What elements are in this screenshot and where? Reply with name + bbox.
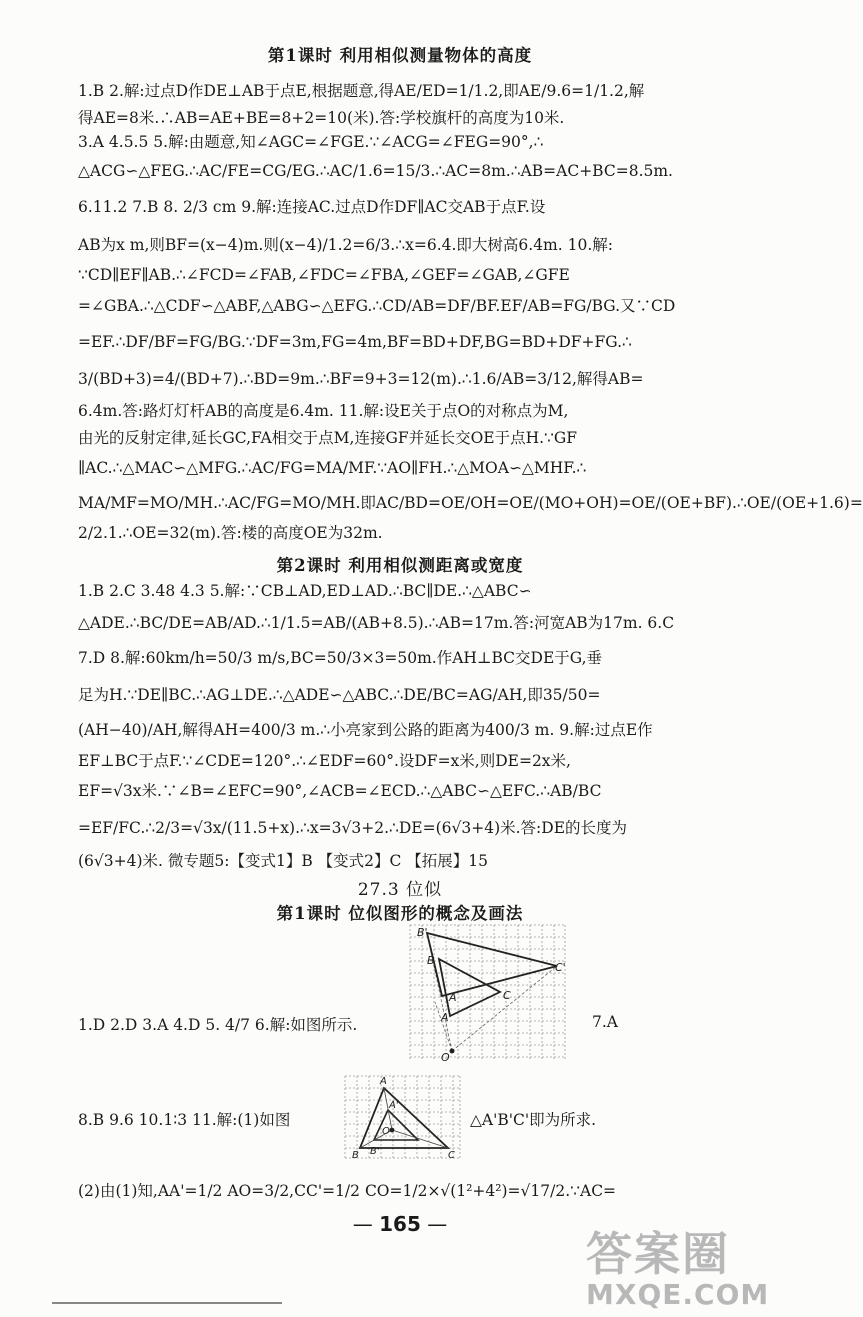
label: O [441,1051,450,1064]
section3-heading: 27.3 位似 [357,880,443,900]
text-line: △ADE.∴BC/DE=AB/AD.∴1/1.5=AB/(AB+8.5).∴AB=17m.答:河宽AB为17m. 6.C [78,614,675,632]
triangle-enlarged [427,933,557,996]
center-point [450,1049,455,1054]
watermark-cn: 答案圈 [586,1227,730,1281]
text-line: MA/MF=MO/MH.∴AC/FG=MO/MH.即AC/BD=OE/OH=OE/(MO+OH)=OE/(OE+BF).∴OE/(OE+1.6)= [78,494,863,512]
text-line: 足为H.∵DE∥BC.∴AG⊥DE.∴△ADE∽△ABC.∴DE/BC=AG/AH,即35/50= [78,686,601,704]
text-line: (AH−40)/AH,解得AH=400/3 m.∴小亮家到公路的距离为400/3 m. 9.解:过点E作 [78,721,653,739]
text-line: 3.A 4.5.5 5.解:由题意,知∠AGC=∠FGE.∵∠ACG=∠FEG=90°,∴ [78,133,544,151]
label: C [503,989,511,1002]
projection-lines [360,1088,448,1148]
watermark-en: MXQE.COM [586,1278,770,1311]
section2-title: 第2课时 利用相似测距离或宽度 [276,556,524,575]
text-line: 2/2.1.∴OE=32(m).答:楼的高度OE为32m. [78,524,383,542]
text-line: ∥AC.∴△MAC∽△MFG.∴AC/FG=MA/MF.∵AO∥FH.∴△MOA∽△MHF.∴ [78,459,587,477]
triangle-original [439,959,500,1016]
text-line: (2)由(1)知,AA'=1/2 AO=3/2,CC'=1/2 CO=1/2×√(1²+4²)=√17/2.∵AC= [78,1182,617,1200]
text-line: 1.B 2.C 3.48 4.3 5.解:∵CB⊥AD,ED⊥AD.∴BC∥DE.∴△ABC∽ [78,582,532,600]
answers-line-2: 8.B 9.6 10.1∶3 11.解:(1)如图 [78,1111,291,1129]
label: C [448,1150,455,1161]
section3-title: 第1课时 位似图形的概念及画法 [276,904,524,923]
watermark-logo [586,1218,776,1311]
page-number-value: 165 [379,1212,421,1236]
text-line: 6.11.2 7.B 8. 2/3 cm 9.解:连接AC.过点D作DF∥AC交AB于点F.设 [78,198,546,216]
center-point [390,1128,395,1133]
text-line: (6√3+4)米. 微专题5:【变式1】B 【变式2】C 【拓展】15 [78,852,489,870]
label: C' [555,961,566,974]
label: A' [389,1100,399,1111]
divider [52,1302,282,1304]
grid [410,925,565,1060]
label: B [427,954,435,967]
label: B' [370,1146,380,1157]
label: A [449,991,457,1004]
text-line: ∵CD∥EF∥AB.∴∠FCD=∠FAB,∠FDC=∠FBA,∠GEF=∠GAB,∠GFE [78,266,570,284]
answers-line-1: 1.D 2.D 3.A 4.D 5. 4/7 6.解:如图所示. [78,1016,358,1034]
page-number: — 165 — [352,1212,448,1236]
triangle-original [360,1088,448,1148]
answers-line-2-right: △A'B'C'即为所求. [470,1111,597,1129]
text-line: 1.B 2.解:过点D作DE⊥AB于点E,根据题意,得AE/ED=1/1.2,即AE/9.6=1/1.2,解 [78,82,645,100]
text-line: EF=√3x米.∵∠B=∠EFC=90°,∠ACB=∠ECD.∴△ABC∽△EFC.∴AB/BC [78,782,602,800]
homothety-figure-1 [405,920,570,1068]
text-line: 7.D 8.解:60km/h=50/3 m/s,BC=50/3×3=50m.作AH⊥BC交DE于G,垂 [78,649,603,667]
label: A' [441,1011,452,1024]
text-line: =EF.∴DF/BF=FG/BG.∵DF=3m,FG=4m,BF=BD+DF,BG=BD+DF+FG.∴ [78,333,632,351]
text-line: 6.4m.答:路灯灯杆AB的高度是6.4m. 11.解:设E关于点O的对称点为M, [78,402,569,420]
section1-title: 第1课时 利用相似测量物体的高度 [267,46,533,65]
text-line: EF⊥BC于点F.∵∠CDE=120°.∴∠EDF=60°.设DF=x米,则DE=2x米, [78,752,571,770]
text-line: △ACG∽△FEG.∴AC/FE=CG/EG.∴AC/1.6=15/3.∴AC=8m.∴AB=AC+BC=8.5m. [78,162,673,180]
text-line: 得AE=8米.∴AB=AE+BE=8+2=10(米).答:学校旗杆的高度为10米. [78,109,565,127]
label: B [352,1150,359,1161]
text-line: 由光的反射定律,延长GC,FA相交于点M,连接GF并延长交OE于点H.∵GF [78,429,578,447]
text-line: 3/(BD+3)=4/(BD+7).∴BD=9m.∴BF=9+3=12(m).∴1.6/AB=3/12,解得AB= [78,370,644,388]
homothety-figure-2 [342,1072,464,1162]
grid [345,1076,460,1158]
text-line: =EF/FC.∴2/3=√3x/(11.5+x).∴x=3√3+2.∴DE=(6√3+4)米.答:DE的长度为 [78,819,628,837]
text-line: AB为x m,则BF=(x−4)m.则(x−4)/1.2=6/3.∴x=6.4.即大树高6.4m. 10.解: [78,236,613,254]
answers-line-1-right: 7.A [592,1013,618,1031]
text-line: =∠GBA.∴△CDF∽△ABF,△ABG∽△EFG.∴CD/AB=DF/BF.EF/AB=FG/BG.又∵CD [78,297,676,315]
label: A [380,1076,387,1087]
label: B' [417,926,428,939]
label: O [382,1126,390,1137]
